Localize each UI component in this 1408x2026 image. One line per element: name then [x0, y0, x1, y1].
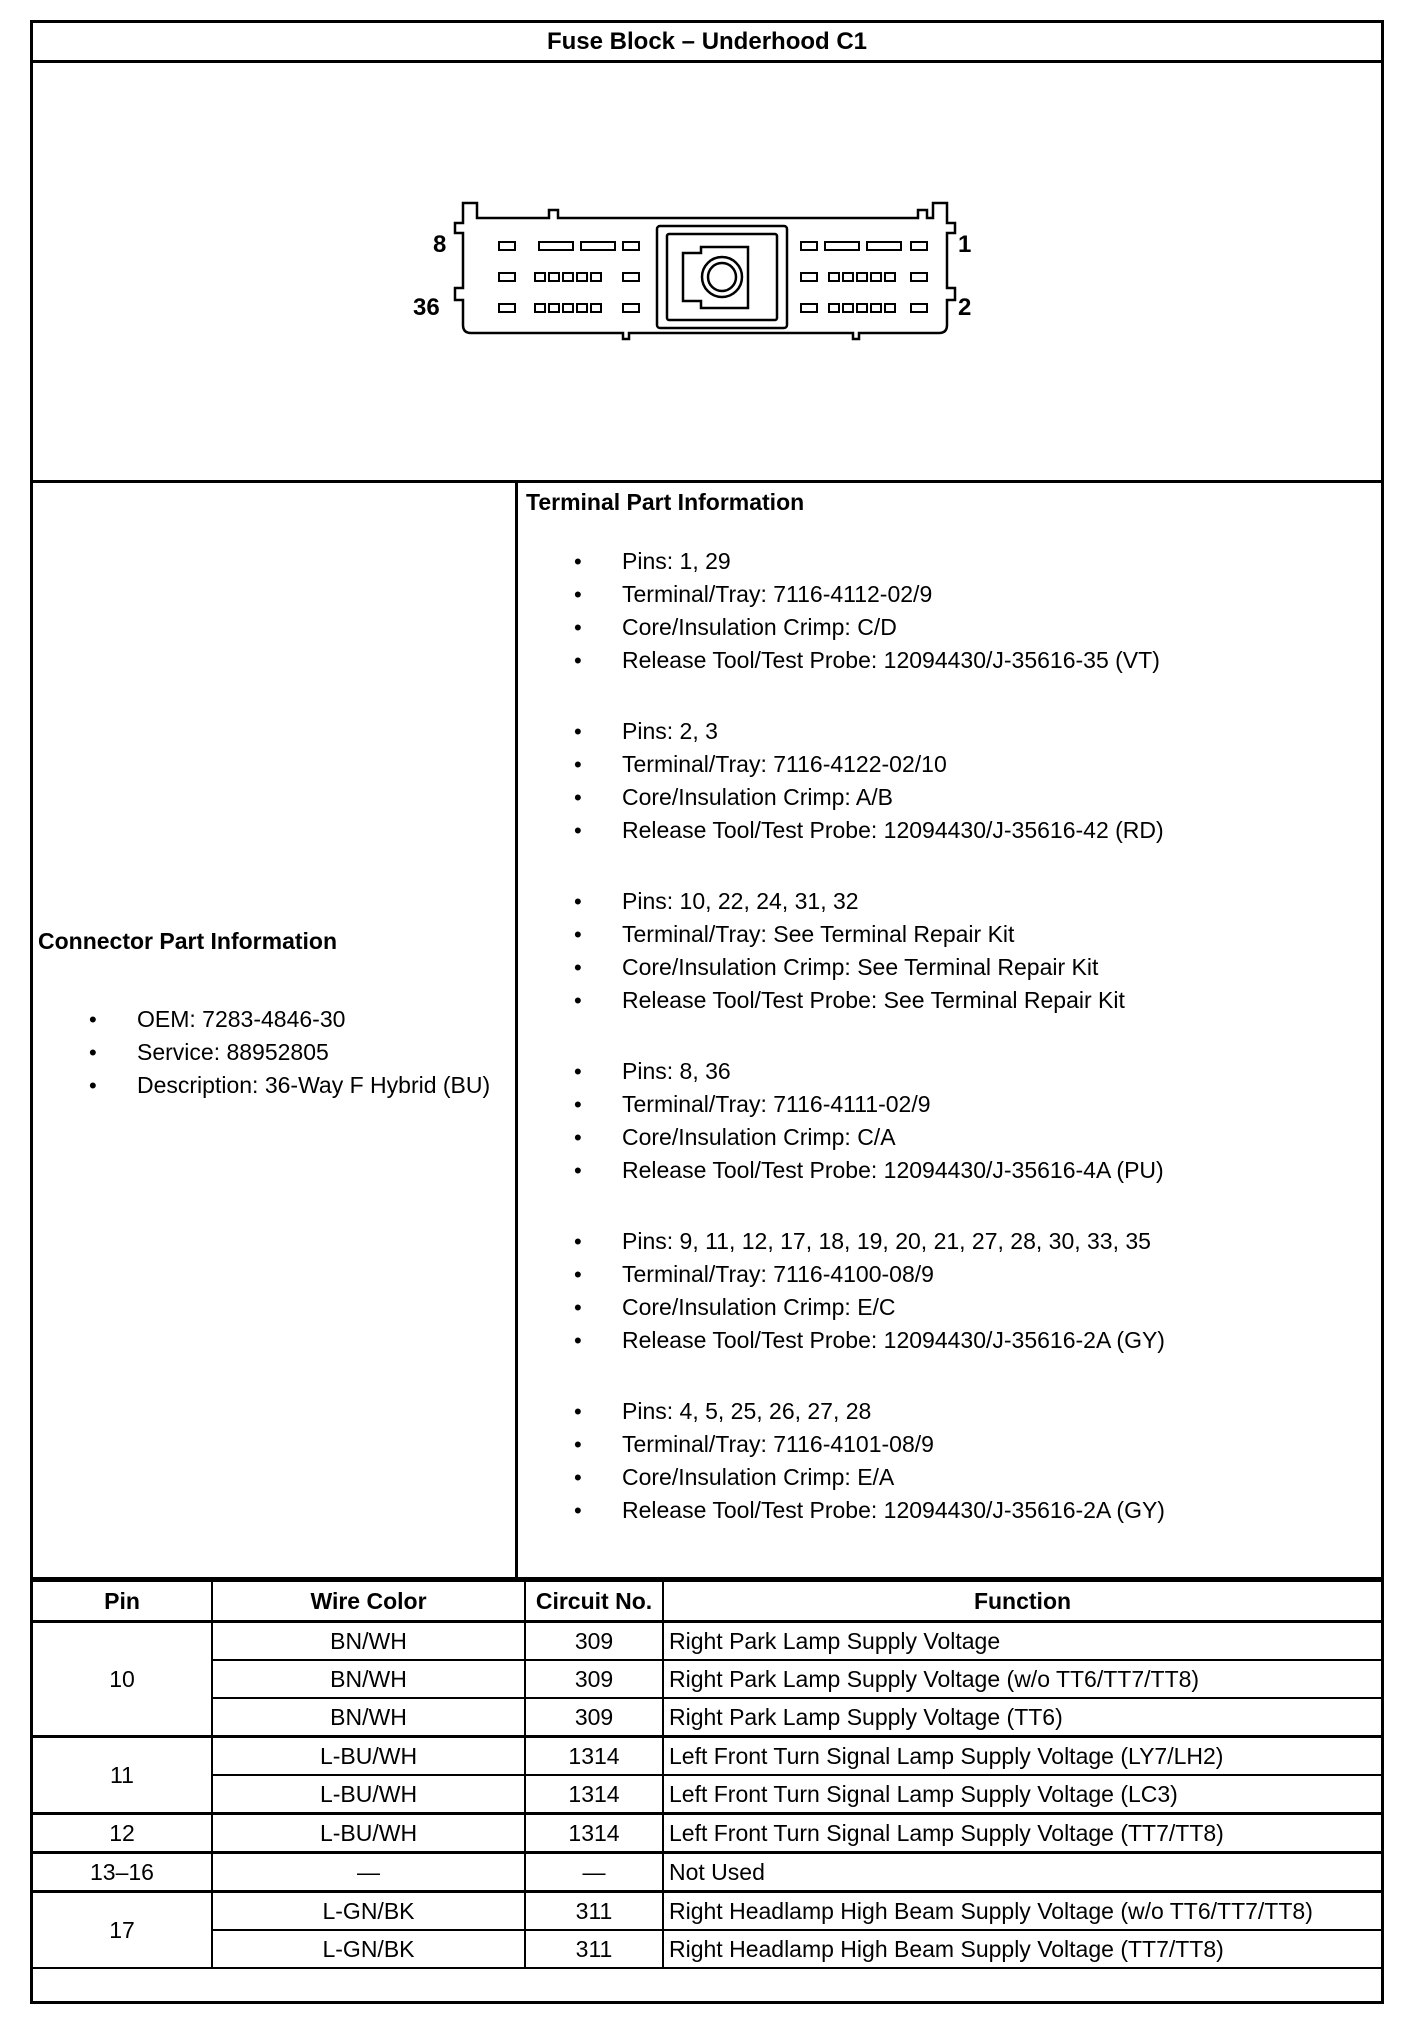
connector-cavity [539, 242, 573, 250]
terminal-group [558, 1395, 1165, 1527]
terminal-group [558, 885, 1125, 1017]
table-row [33, 1853, 1381, 1892]
connector-cavity [499, 242, 515, 250]
connector-face-drawing [33, 63, 1381, 480]
function-cell: Left Front Turn Signal Lamp Supply Voltage (LC3) [663, 1775, 1381, 1814]
terminal-release-tool: • Release Tool/Test Probe: 12094430/J-35616-42 (RD) [558, 814, 1164, 847]
connector-cavity [801, 304, 817, 312]
connector-cavity [871, 304, 881, 312]
wire-color-cell: L-BU/WH [212, 1737, 525, 1776]
header-pin: Pin [33, 1581, 212, 1622]
table-row [33, 1698, 1381, 1737]
connector-cavity [885, 304, 895, 312]
table-row [33, 1892, 1381, 1931]
terminal-tray: • Terminal/Tray: 7116-4101-08/9 [558, 1428, 1165, 1461]
pin-label-36: 36 [413, 294, 440, 321]
connector-cavity [885, 273, 895, 281]
circuit-cell: 1314 [525, 1737, 663, 1776]
terminal-crimp: • Core/Insulation Crimp: C/A [558, 1121, 1164, 1154]
connector-diagram [33, 63, 1381, 483]
pin-cell: 13–16 [33, 1853, 212, 1892]
function-cell: Left Front Turn Signal Lamp Supply Voltage (TT7/TT8) [663, 1814, 1381, 1853]
pin-label-8: 8 [433, 231, 447, 258]
table-row [33, 1737, 1381, 1776]
connector-cavity [825, 242, 859, 250]
terminal-tray: • Terminal/Tray: 7116-4111-02/9 [558, 1088, 1164, 1121]
connector-cavity [563, 273, 573, 281]
connector-cavity [591, 273, 601, 281]
terminal-release-tool: • Release Tool/Test Probe: 12094430/J-35616-35 (VT) [558, 644, 1160, 677]
connector-cavity [549, 273, 559, 281]
pin-label-1: 1 [958, 231, 972, 258]
connector-cavity [801, 273, 817, 281]
pin-cell: 12 [33, 1814, 212, 1853]
connector-cavity [829, 304, 839, 312]
circuit-cell: — [525, 1853, 663, 1892]
header-circuit-no: Circuit No. [525, 1581, 663, 1622]
function-cell: Right Park Lamp Supply Voltage [663, 1622, 1381, 1661]
connector-cavity [577, 304, 587, 312]
wire-color-cell: BN/WH [212, 1698, 525, 1737]
terminal-crimp: • Core/Insulation Crimp: E/C [558, 1291, 1165, 1324]
connector-info-description: • Description: 36-Way F Hybrid (BU) [73, 1069, 490, 1102]
wire-color-cell: L-GN/BK [212, 1892, 525, 1931]
connector-part-information [33, 483, 518, 1577]
header-function: Function [663, 1581, 1381, 1622]
connector-cavity [535, 273, 545, 281]
part-information [33, 483, 1381, 1580]
connector-cavity [623, 304, 639, 312]
connector-cavity [843, 304, 853, 312]
page-title: Fuse Block – Underhood C1 [33, 23, 1381, 63]
connector-cavity [499, 273, 515, 281]
terminal-tray: • Terminal/Tray: 7116-4122-02/10 [558, 748, 1164, 781]
terminal-tray: • Terminal/Tray: 7116-4100-08/9 [558, 1258, 1165, 1291]
terminal-crimp: • Core/Insulation Crimp: See Terminal Repair Kit [558, 951, 1125, 984]
terminal-pins: • Pins: 8, 36 [558, 1055, 1164, 1088]
function-cell: Left Front Turn Signal Lamp Supply Voltage (LY7/LH2) [663, 1737, 1381, 1776]
wire-color-cell: L-BU/WH [212, 1775, 525, 1814]
circuit-cell: 311 [525, 1930, 663, 1968]
connector-info-service: • Service: 88952805 [73, 1036, 490, 1069]
terminal-crimp: • Core/Insulation Crimp: A/B [558, 781, 1164, 814]
table-row [33, 1775, 1381, 1814]
function-cell: Right Park Lamp Supply Voltage (w/o TT6/TT7/TT8) [663, 1660, 1381, 1698]
connector-cavity [867, 242, 901, 250]
terminal-pins: • Pins: 10, 22, 24, 31, 32 [558, 885, 1125, 918]
connector-cavity [549, 304, 559, 312]
function-cell: Right Headlamp High Beam Supply Voltage (w/o TT6/TT7/TT8) [663, 1892, 1381, 1931]
terminal-crimp: • Core/Insulation Crimp: E/A [558, 1461, 1165, 1494]
connector-cavity [581, 242, 615, 250]
pin-cell: 17 [33, 1892, 212, 1969]
wire-color-cell: BN/WH [212, 1622, 525, 1661]
connector-cavity [829, 273, 839, 281]
terminal-crimp: • Core/Insulation Crimp: C/D [558, 611, 1160, 644]
terminal-group [558, 545, 1160, 677]
terminal-pins: • Pins: 4, 5, 25, 26, 27, 28 [558, 1395, 1165, 1428]
circuit-cell: 311 [525, 1892, 663, 1931]
terminal-info-heading: Terminal Part Information [526, 489, 805, 515]
connector-cavity [577, 273, 587, 281]
circuit-cell: 309 [525, 1698, 663, 1737]
table-row [33, 1660, 1381, 1698]
table-row [33, 1622, 1381, 1661]
connector-cavity [911, 242, 927, 250]
function-cell: Right Park Lamp Supply Voltage (TT6) [663, 1698, 1381, 1737]
terminal-group [558, 1225, 1165, 1357]
connector-cavity [535, 304, 545, 312]
terminal-part-information [518, 483, 1381, 1577]
header-wire-color: Wire Color [212, 1581, 525, 1622]
connector-sheet [30, 20, 1384, 2004]
terminal-pins: • Pins: 2, 3 [558, 715, 1164, 748]
connector-cavity [911, 304, 927, 312]
wire-color-cell: BN/WH [212, 1660, 525, 1698]
function-cell: Not Used [663, 1853, 1381, 1892]
connector-cavity [857, 273, 867, 281]
terminal-tray: • Terminal/Tray: See Terminal Repair Kit [558, 918, 1125, 951]
terminal-tray: • Terminal/Tray: 7116-4112-02/9 [558, 578, 1160, 611]
table-row [33, 1930, 1381, 1968]
pin-cell: 11 [33, 1737, 212, 1814]
terminal-release-tool: • Release Tool/Test Probe: See Terminal Repair Kit [558, 984, 1125, 1017]
connector-cavity [801, 242, 817, 250]
function-cell: Right Headlamp High Beam Supply Voltage (TT7/TT8) [663, 1930, 1381, 1968]
connector-cavity [911, 273, 927, 281]
terminal-group [558, 715, 1164, 847]
connector-cavity [857, 304, 867, 312]
terminal-group [558, 1055, 1164, 1187]
connector-info-oem: • OEM: 7283-4846-30 [73, 1003, 490, 1036]
circuit-cell: 309 [525, 1622, 663, 1661]
table-header-row [33, 1581, 1381, 1622]
circuit-cell: 1314 [525, 1775, 663, 1814]
pinout-table [33, 1580, 1381, 1969]
pin-label-2: 2 [958, 294, 972, 321]
terminal-pins: • Pins: 9, 11, 12, 17, 18, 19, 20, 21, 27, 28, 30, 33, 35 [558, 1225, 1165, 1258]
connector-info-heading: Connector Part Information [38, 928, 338, 954]
wire-color-cell: L-BU/WH [212, 1814, 525, 1853]
connector-info-list [73, 1003, 490, 1102]
terminal-release-tool: • Release Tool/Test Probe: 12094430/J-35616-2A (GY) [558, 1324, 1165, 1357]
wire-color-cell: L-GN/BK [212, 1930, 525, 1968]
circuit-cell: 1314 [525, 1814, 663, 1853]
connector-cavity [591, 304, 601, 312]
connector-cavity [871, 273, 881, 281]
terminal-pins: • Pins: 1, 29 [558, 545, 1160, 578]
pin-cell: 10 [33, 1622, 212, 1737]
wire-color-cell: — [212, 1853, 525, 1892]
connector-cavity [623, 273, 639, 281]
table-row [33, 1814, 1381, 1853]
connector-cavity [623, 242, 639, 250]
connector-cavity [499, 304, 515, 312]
connector-cavity [843, 273, 853, 281]
terminal-release-tool: • Release Tool/Test Probe: 12094430/J-35616-2A (GY) [558, 1494, 1165, 1527]
circuit-cell: 309 [525, 1660, 663, 1698]
terminal-release-tool: • Release Tool/Test Probe: 12094430/J-35616-4A (PU) [558, 1154, 1164, 1187]
connector-cavity [563, 304, 573, 312]
